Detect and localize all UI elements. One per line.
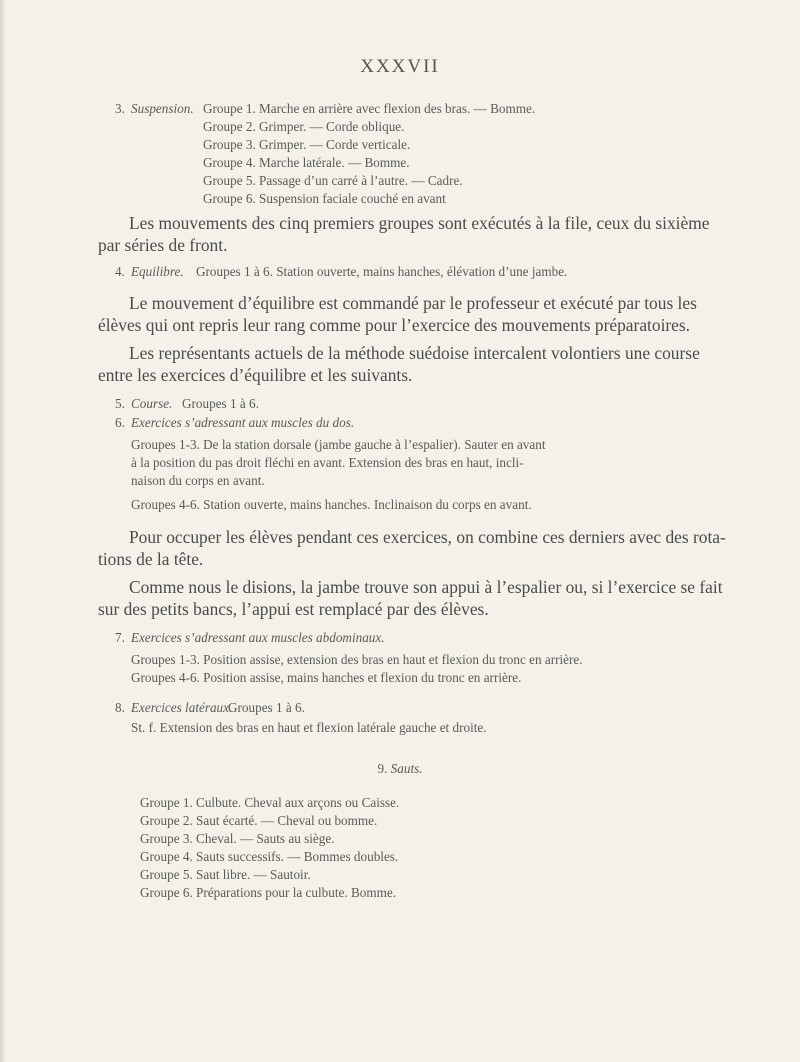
section-number-5: 5.	[115, 396, 125, 411]
paragraph-3-line-1: Les représentants actuels de la méthode suédoise intercalent volontiers une course	[129, 343, 700, 363]
suspension-line-6: Groupe 6. Suspension faciale couché en avant	[203, 191, 446, 206]
sauts-line-1: Groupe 1. Culbute. Cheval aux arçons ou Caisse.	[140, 795, 400, 810]
section-title-sauts: Sauts.	[390, 761, 423, 776]
paragraph-4-line-2: tions de la tête.	[98, 549, 204, 569]
dos-groups-4-6: Groupes 4-6. Station ouverte, mains hanches. Inclinaison du corps en avant.	[131, 497, 532, 512]
section-title-lateraux: Exercices latéraux.	[131, 700, 233, 715]
section-title-course: Course.	[131, 396, 173, 411]
abdominaux-groups-1-3: Groupes 1-3. Position assise, extension des bras en haut et flexion du tronc en arrière.	[131, 652, 583, 667]
suspension-line-1: Groupe 1. Marche en arrière avec flexion des bras. — Bomme.	[203, 101, 536, 116]
suspension-line-5: Groupe 5. Passage d’un carré à l’autre. — Cadre.	[203, 173, 463, 188]
paragraph-2-line-2: élèves qui ont repris leur rang comme pour l’exercice des mouvements préparatoires.	[98, 315, 691, 335]
suspension-line-4: Groupe 4. Marche latérale. — Bomme.	[203, 155, 410, 170]
suspension-line-3: Groupe 3. Grimper. — Corde verticale.	[203, 137, 411, 152]
section-title-equilibre: Equilibre.	[131, 264, 184, 279]
section-title-dos: Exercices s’adressant aux muscles du dos.	[131, 415, 355, 430]
section-heading-sauts	[0, 760, 800, 778]
paragraph-1-line-1: Les mouvements des cinq premiers groupes sont exécutés à la file, ceux du sixième	[129, 213, 710, 233]
section-number-6: 6.	[115, 415, 125, 430]
abdominaux-groups-4-6: Groupes 4-6. Position assise, mains hanches et flexion du tronc en arrière.	[131, 670, 522, 685]
paragraph-3-line-2: entre les exercices d’équilibre et les suivants.	[98, 365, 413, 385]
section-title-suspension: Suspension.	[131, 101, 194, 116]
suspension-line-2: Groupe 2. Grimper. — Corde oblique.	[203, 119, 405, 134]
dos-groups-1-3-line-3: naison du corps en avant.	[131, 473, 265, 488]
sauts-line-3: Groupe 3. Cheval. — Sauts au siège.	[140, 831, 335, 846]
page-edge-shadow	[0, 0, 6, 1062]
paragraph-1-line-2: par séries de front.	[98, 235, 228, 255]
page-number: XXXVII	[360, 56, 440, 77]
course-text: Groupes 1 à 6.	[182, 396, 259, 411]
section-number-4: 4.	[115, 264, 125, 279]
paragraph-4-line-1: Pour occuper les élèves pendant ces exercices, on combine ces derniers avec des rota-	[129, 527, 726, 547]
lateraux-line-2: St. f. Extension des bras en haut et flexion latérale gauche et droite.	[131, 720, 487, 735]
sauts-line-2: Groupe 2. Saut écarté. — Cheval ou bomme.	[140, 813, 378, 828]
lateraux-text: Groupes 1 à 6.	[228, 700, 305, 715]
section-number-8: 8.	[115, 700, 125, 715]
paragraph-5-line-2: sur des petits bancs, l’appui est remplacé par des élèves.	[98, 599, 489, 619]
section-title-abdominaux: Exercices s’adressant aux muscles abdominaux.	[131, 630, 385, 645]
equilibre-text: Groupes 1 à 6. Station ouverte, mains hanches, élévation d’une jambe.	[196, 264, 568, 279]
section-number-3: 3.	[115, 101, 125, 116]
dos-groups-1-3-line-2: à la position du pas droit fléchi en avant. Extension des bras en haut, incli-	[131, 455, 524, 470]
sauts-line-5: Groupe 5. Saut libre. — Sautoir.	[140, 867, 311, 882]
section-number-7: 7.	[115, 630, 125, 645]
sauts-line-4: Groupe 4. Sauts successifs. — Bommes doubles.	[140, 849, 399, 864]
sauts-line-6: Groupe 6. Préparations pour la culbute. Bomme.	[140, 885, 396, 900]
paragraph-2-line-1: Le mouvement d’équilibre est commandé par le professeur et exécuté par tous les	[129, 293, 697, 313]
paragraph-5-line-1: Comme nous le disions, la jambe trouve son appui à l’espalier ou, si l’exercice se fait	[129, 577, 723, 597]
dos-groups-1-3-line-1: Groupes 1-3. De la station dorsale (jambe gauche à l’espalier). Sauter en avant	[131, 437, 546, 452]
section-number-9: 9.	[377, 761, 388, 776]
